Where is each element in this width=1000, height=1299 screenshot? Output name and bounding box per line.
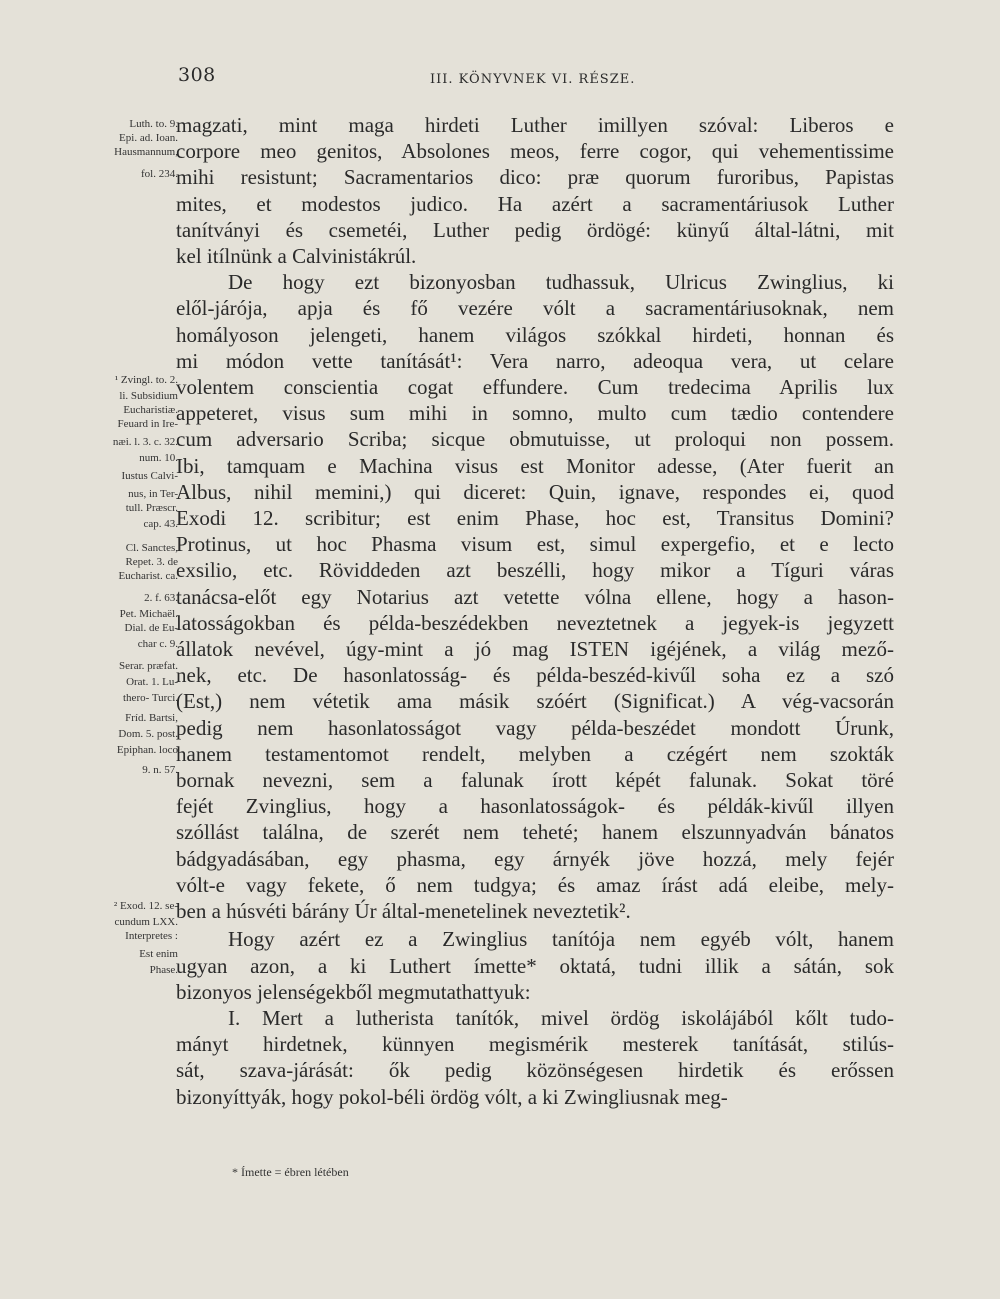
margin-note: Epiphan. loco — [116, 744, 178, 756]
margin-note: Hausmannum, — [114, 146, 178, 158]
body-line: pedig nem hasonlatosságot vagy példa-beszédet mondott Úrunk, — [176, 715, 894, 740]
body-line: Ibi, tamquam e Machina visus est Monitor adesse, (Ater fuerit an — [176, 453, 894, 478]
body-line: mihi resistunt; Sacramentarios dico: præ quorum furoribus, Papistas — [176, 165, 894, 190]
body-line: (Est,) nem vétetik ama másik szóért (Significat.) A vég-vacsorán — [176, 689, 894, 714]
body-line: bizonyos jelenségekből megmutathattyuk: — [176, 979, 531, 1004]
body-line: vólt-e vagy fekete, ő nem tudgya; és amaz írást adá eleibe, mely- — [176, 872, 894, 897]
body-line: bornak nevezni, sem a falunak írott képét falunak. Sokat töré — [176, 768, 894, 793]
margin-note: Pet. Michaël. — [119, 608, 178, 620]
body-line: mányt hirdetnek, künnyen megismérik mesterek tanítását, stilús- — [176, 1032, 894, 1057]
margin-note: Cl. Sanctes, — [125, 542, 178, 554]
running-head: III. KÖNYVNEK VI. RÉSZE. — [430, 72, 636, 87]
body-line: tanítványi és csemetéi, Luther pedig ördögé: künyű által-látni, mit — [176, 217, 894, 242]
margin-note: tull. Præscr. — [125, 502, 178, 514]
body-line: homályoson jelengeti, hanem világos szókkal hirdeti, honnan és — [176, 322, 894, 347]
footnote: * Ímette = ébren létében — [232, 1165, 349, 1179]
body-line: I. Mert a lutherista tanítók, mivel ördög iskolájából kőlt tudo- — [228, 1005, 894, 1030]
margin-note: Fríd. Bartsi, — [125, 712, 178, 724]
margin-note: Repet. 3. de — [125, 556, 178, 568]
margin-note: ² Exod. 12. se- — [113, 900, 178, 912]
margin-note: cundum LXX. — [114, 916, 178, 928]
body-line: cum adversario Scriba; sicque obmutuisse, ut proloqui non possem. — [176, 427, 894, 452]
margin-note: Dom. 5. post. — [118, 728, 178, 740]
body-line: Hogy azért ez a Zwinglius tanítója nem egyéb vólt, hanem — [228, 927, 894, 952]
margin-note: Serar. præfat. — [119, 660, 178, 672]
margin-note: li. Subsidium — [119, 390, 178, 402]
margin-note: Interpretes : — [125, 930, 178, 942]
body-line: hanem testamentomot rendelt, melyben a czégért nem szokták — [176, 741, 894, 766]
body-line: De hogy ezt bizonyosban tudhassuk, Ulricus Zwinglius, ki — [228, 270, 894, 295]
body-text — [176, 112, 894, 1110]
margin-note: 2. f. 63. — [144, 592, 178, 604]
body-line: ben a húsvéti bárány Úr által-menetelinek neveztetik². — [176, 899, 631, 924]
margin-notes — [60, 118, 178, 1018]
body-line: corpore meo genitos, Absolones meos, ferre cogor, qui vehementissime — [176, 139, 894, 164]
margin-note: fol. 234. — [141, 168, 178, 180]
margin-note: Phase. — [149, 964, 178, 976]
margin-note: næi. l. 3. c. 32. — [112, 436, 178, 448]
body-line: fejét Zvinglius, hogy a hasonlatosságok- és példák-kivűl illyen — [176, 794, 894, 819]
margin-note: ¹ Zvingl. to. 2. — [114, 374, 178, 386]
body-line: szóllást találna, de szerét nem teheté; hanem elszunnyadván bánatos — [176, 820, 894, 845]
body-line: mites, et modestos judico. Ha azért a sacramentáriusok Luther — [176, 191, 894, 216]
page-number: 308 — [178, 64, 216, 86]
body-line: bádgyadásában, egy phasma, egy árnyék jöve hozzá, mely fejér — [176, 846, 894, 871]
body-line: kel itílnünk a Calvinistákrúl. — [176, 244, 417, 269]
body-line: magzati, mint maga hirdeti Luther imillyen szóval: Liberos e — [176, 113, 894, 137]
margin-note: Eucharistiæ. — [123, 404, 178, 416]
body-line: latosságokban és példa-beszédekben neveztetnek a jegyek-is jegyzett — [176, 610, 894, 635]
body-line: exsilio, etc. Röviddeden azt beszélli, hogy mikor a Tíguri váras — [176, 558, 894, 583]
margin-note: Eucharist. ca. — [118, 570, 178, 582]
margin-note: Feuard in Ire- — [117, 418, 178, 430]
body-line: Albus, nihil memini,) qui diceret: Quin, ignave, respondes ei, quod — [176, 479, 894, 504]
margin-note: num. 10. — [139, 452, 178, 464]
body-line: Protinus, ut hoc Phasma visum est, simul expergefio, et e lecto — [176, 532, 894, 557]
margin-note: Dial. de Eu- — [124, 622, 178, 634]
body-line: állatok nevével, úgy-mint a jó mag ISTEN igéjének, a világ mező- — [176, 637, 894, 662]
body-line: appeteret, visus sum mihi in somno, multo cum tædio contendere — [176, 401, 894, 426]
margin-note: Epi. ad. Ioan. — [119, 132, 178, 144]
margin-note: Iustus Calvi- — [121, 470, 178, 482]
body-line: Exodi 12. scribitur; est enim Phase, hoc est, Transitus Domini? — [176, 506, 894, 531]
body-line: elől-járója, apja és fő vezére vólt a sacramentáriusoknak, nem — [176, 296, 894, 321]
body-line: tanácsa-előt egy Notarius azt vetette vólna ellene, hogy a hason- — [176, 584, 894, 609]
margin-note: Orat. 1. Lu- — [126, 676, 178, 688]
body-line: volentem conscientia cogat effundere. Cum tredecima Aprilis lux — [176, 375, 894, 400]
body-line: mi módon vette tanítását¹: Vera narro, adeoqua vera, ut celare — [176, 348, 894, 373]
margin-note: char c. 9. — [137, 638, 178, 650]
margin-note: 9. n. 57. — [142, 764, 178, 776]
body-line: sát, szava-járását: ők pedig közönségesen hirdetik és erőssen — [176, 1058, 894, 1083]
body-line: bizonyíttyák, hogy pokol-béli ördög vólt, a ki Zwingliusnak meg- — [176, 1084, 728, 1109]
margin-note: Luth. to. 9. — [129, 118, 178, 130]
margin-note: nus, in Ter- — [128, 488, 178, 500]
margin-note: thero- Turci. — [123, 692, 178, 704]
margin-note: Est enim — [139, 948, 178, 960]
body-line: nek, etc. De hasonlatosság- és példa-beszéd-kivűl soha ez a szó — [176, 663, 894, 688]
body-line: ugyan azon, a ki Luthert ímette* oktatá, tudni illik a sátán, sok — [176, 953, 894, 978]
margin-note: cap. 43. — [143, 518, 178, 530]
